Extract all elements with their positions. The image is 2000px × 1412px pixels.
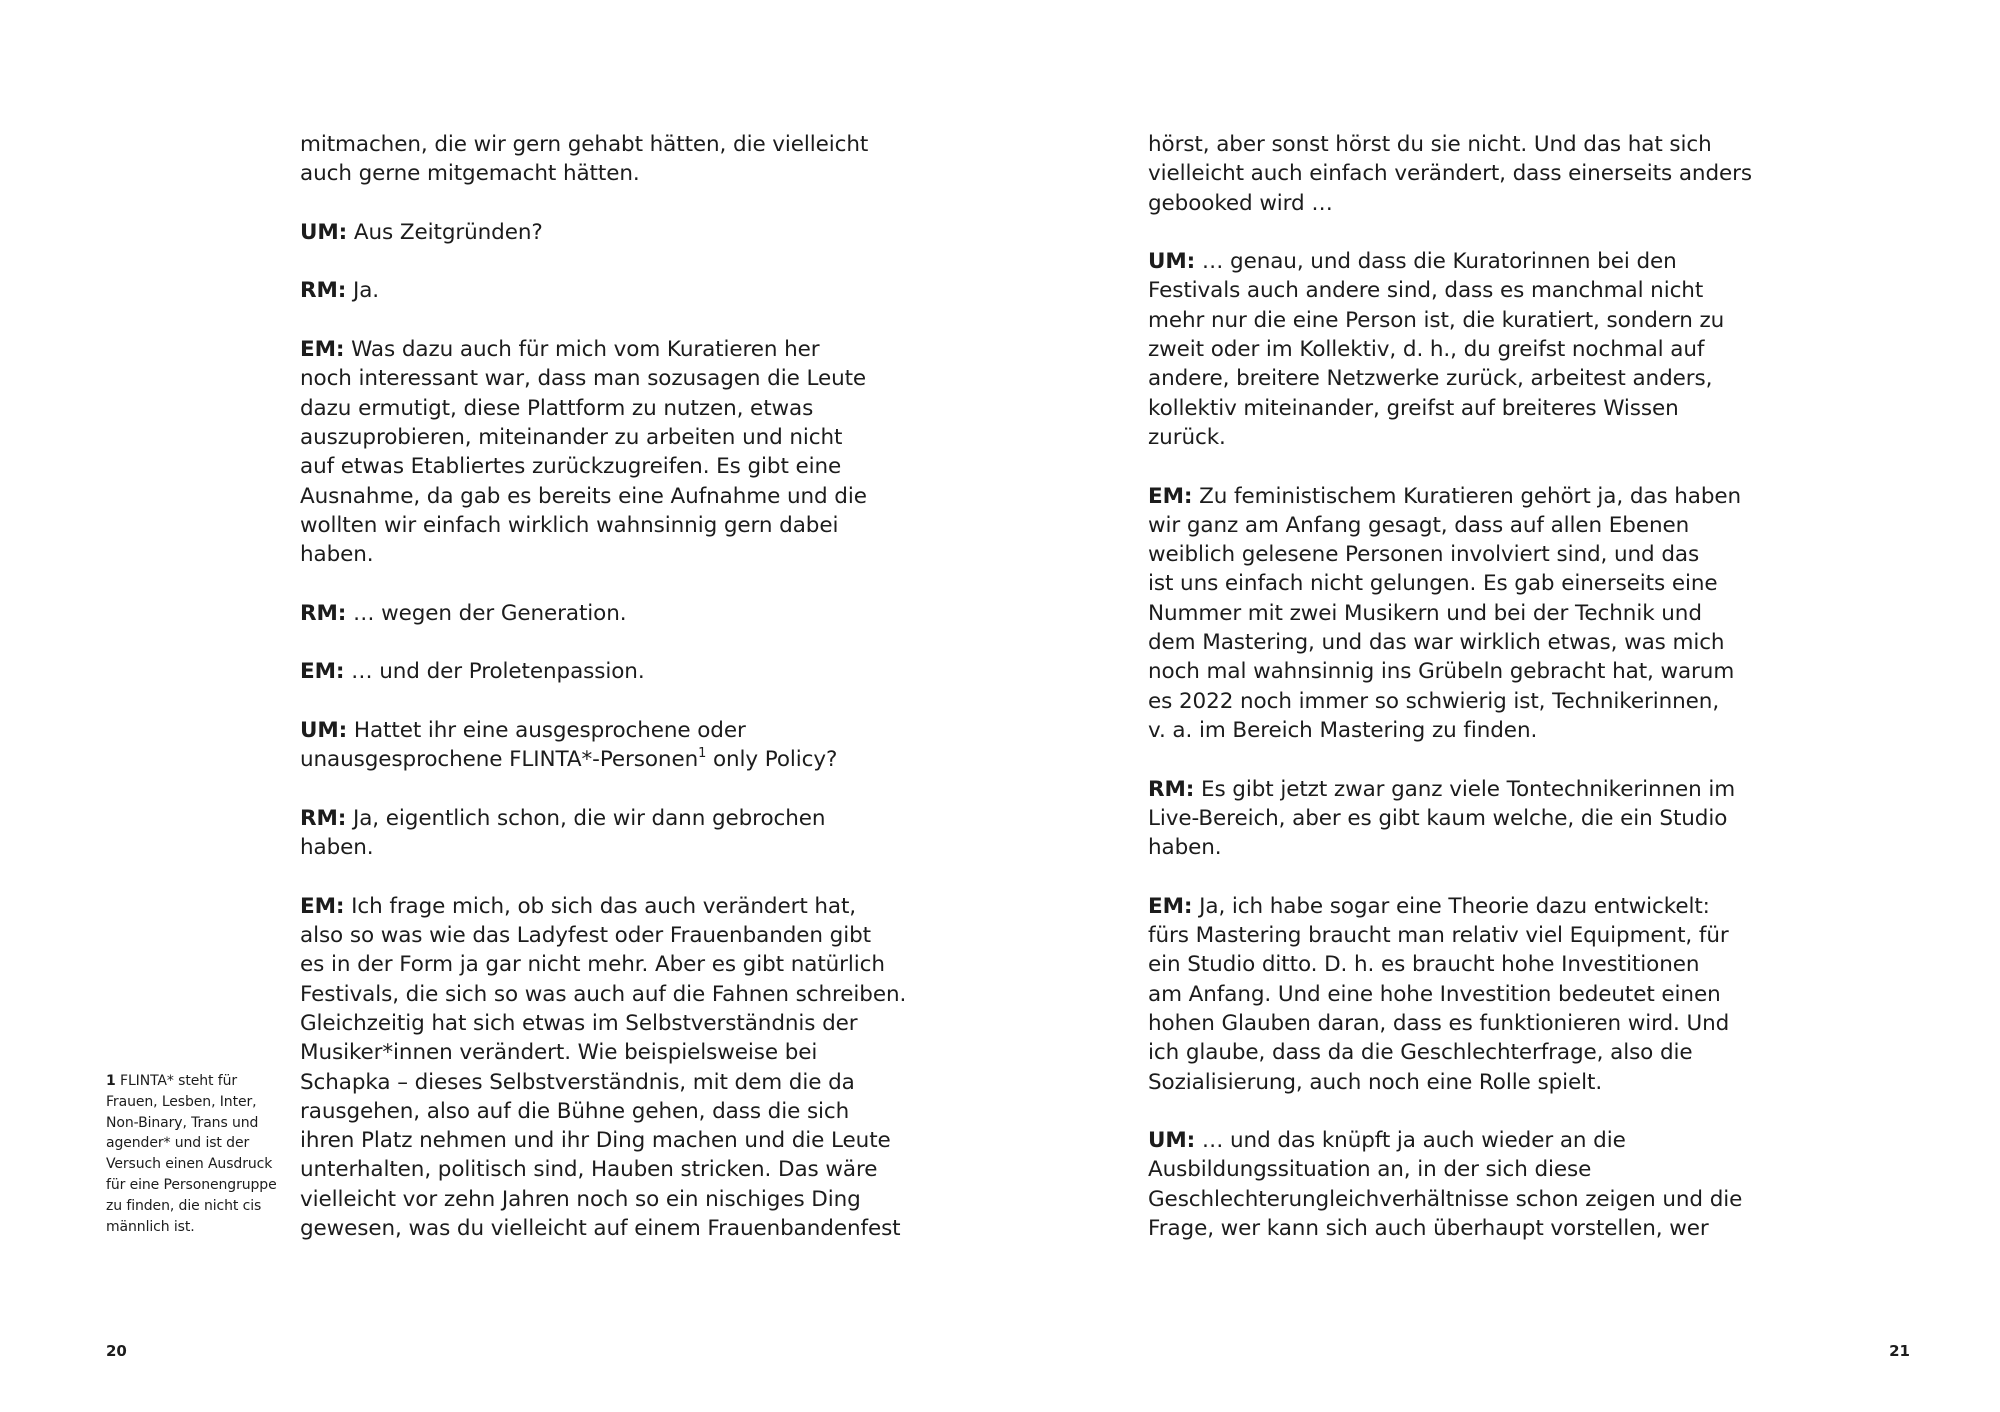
speech-text: Ja, eigentlich schon, die wir dann gebrochen	[346, 805, 826, 831]
text-line: Ausbildungssituation an, in der sich diese	[1148, 1157, 1592, 1183]
text-line: zweit oder im Kollektiv, d. h., du greifst nochmal auf	[1148, 337, 1705, 363]
text-line: kollektiv miteinander, greifst auf breiteres Wissen	[1148, 395, 1679, 421]
text-line: Frage, wer kann sich auch überhaupt vorstellen, wer	[1148, 1215, 1709, 1241]
text-line: Musiker*innen verändert. Wie beispielsweise bei	[300, 1040, 818, 1066]
paragraph	[300, 599, 880, 628]
text-line: zurück.	[1148, 424, 1226, 450]
paragraph	[1148, 775, 1738, 863]
text-line	[300, 892, 880, 921]
text-line: haben.	[300, 835, 374, 861]
text-line	[1148, 482, 1742, 511]
footnote-line	[106, 1071, 286, 1092]
paragraph	[300, 218, 880, 247]
text-line: hohen Glauben daran, dass es funktionieren wird. Und	[1148, 1010, 1730, 1036]
text-line	[300, 335, 880, 364]
speech-text: Ich frage mich, ob sich das auch verändert hat,	[344, 893, 857, 919]
text-line: andere, breitere Netzwerke zurück, arbeitest anders,	[1148, 366, 1713, 392]
text-line	[1148, 247, 1738, 276]
speech-text: only Policy?	[706, 747, 838, 773]
footnote	[106, 1071, 286, 1237]
text-line	[300, 804, 880, 833]
speech-text: unausgesprochene FLINTA*-Personen	[300, 747, 699, 773]
text-line: v. a. im Bereich Mastering zu finden.	[1148, 717, 1538, 743]
text-line	[300, 657, 880, 686]
text-line: noch mal wahnsinnig ins Grübeln gebracht hat, warum	[1148, 659, 1735, 685]
right-page-text	[1148, 130, 1752, 1273]
text-line: Festivals, die sich so was auch auf die Fahnen schreiben.	[300, 981, 907, 1007]
speaker-label: UM:	[300, 717, 348, 743]
text-line: mitmachen, die wir gern gehabt hätten, die vielleicht	[300, 132, 869, 157]
text-line: Nummer mit zwei Musikern und bei der Technik und	[1148, 600, 1702, 626]
paragraph	[1148, 1126, 1743, 1243]
text-line	[300, 745, 880, 774]
paragraph	[300, 276, 880, 305]
text-line	[1148, 892, 1738, 921]
text-line: auch gerne mitgemacht hätten.	[300, 161, 640, 187]
text-line: wollten wir einfach wirklich wahnsinnig gern dabei	[300, 512, 839, 538]
text-line: Ausnahme, da gab es bereits eine Aufnahme und die	[300, 483, 867, 509]
speaker-label: EM:	[300, 893, 345, 919]
speech-text: Hattet ihr eine ausgesprochene oder	[347, 717, 746, 743]
text-line	[1148, 775, 1738, 804]
text-line: gewesen, was du vielleicht auf einem Frauenbandenfest	[300, 1215, 901, 1241]
speaker-label: UM:	[1148, 1128, 1196, 1154]
speaker-label: RM:	[300, 805, 347, 831]
speaker-label: EM:	[1148, 893, 1193, 919]
page-number-left: 20	[106, 1342, 127, 1360]
speech-text: Was dazu auch für mich vom Kuratieren her	[344, 337, 820, 363]
text-line: ein Studio ditto. D. h. es braucht hohe Investitionen	[1148, 952, 1700, 978]
speech-text: … und das knüpft ja auch wieder an die	[1195, 1128, 1626, 1154]
paragraph	[300, 657, 880, 686]
paragraph	[1148, 247, 1738, 452]
speaker-label: EM:	[300, 337, 345, 363]
text-line: Gleichzeitig hat sich etwas im Selbstverständnis der	[300, 1010, 858, 1036]
text-line: auf etwas Etabliertes zurückzugreifen. Es gibt eine	[300, 454, 842, 480]
text-line: ich glaube, dass da die Geschlechterfrage, also die	[1148, 1040, 1693, 1066]
paragraph	[1148, 130, 1752, 218]
text-line: Geschlechterungleichverhältnisse schon zeigen und die	[1148, 1186, 1743, 1212]
text-line: vielleicht vor zehn Jahren noch so ein nischiges Ding	[300, 1186, 861, 1212]
speech-text: Ja.	[346, 278, 380, 304]
text-line: Festivals auch andere sind, dass es manchmal nicht	[1148, 278, 1704, 304]
text-line: dem Mastering, und das war wirklich etwas, was mich	[1148, 630, 1725, 656]
speaker-label: RM:	[300, 278, 347, 304]
speech-text: Es gibt jetzt zwar ganz viele Tontechnikerinnen im	[1194, 776, 1736, 802]
text-line: wir ganz am Anfang gesagt, dass auf allen Ebenen	[1148, 512, 1690, 538]
footnote-line: Frauen, Lesben, Inter,	[106, 1093, 257, 1110]
speaker-label: UM:	[1148, 249, 1196, 275]
footnote-line: agender* und ist der	[106, 1135, 250, 1152]
text-line: mehr nur die eine Person ist, die kuratiert, sondern zu	[1148, 307, 1725, 333]
footnote-reference: 1	[698, 745, 707, 761]
speech-text: Ja, ich habe sogar eine Theorie dazu entwickelt:	[1192, 893, 1710, 919]
text-line: dazu ermutigt, diese Plattform zu nutzen, etwas	[300, 395, 814, 421]
text-line	[1148, 1126, 1738, 1155]
text-line: fürs Mastering braucht man relativ viel Equipment, für	[1148, 923, 1729, 949]
text-line: rausgehen, also auf die Bühne gehen, dass die sich	[300, 1098, 850, 1124]
text-line: haben.	[300, 542, 374, 568]
paragraph	[300, 804, 880, 863]
speech-text: … und der Proletenpassion.	[344, 659, 645, 685]
text-line: noch interessant war, dass man sozusagen die Leute	[300, 366, 867, 392]
speech-text: … genau, und dass die Kuratorinnen bei den	[1195, 249, 1677, 275]
footnote-number: 1	[106, 1073, 116, 1089]
left-page-text	[300, 130, 907, 1273]
speech-text: Aus Zeitgründen?	[347, 219, 543, 245]
speaker-label: RM:	[1148, 776, 1195, 802]
text-line: ist uns einfach nicht gelungen. Es gab einerseits eine	[1148, 571, 1718, 597]
paragraph	[1148, 482, 1742, 746]
paragraph	[1148, 892, 1738, 1097]
speaker-label: EM:	[1148, 483, 1193, 509]
speaker-label: UM:	[300, 219, 348, 245]
text-line: es 2022 noch immer so schwierig ist, Technikerinnen,	[1148, 688, 1720, 714]
text-line: Sozialisierung, auch noch eine Rolle spielt.	[1148, 1069, 1603, 1095]
speech-text: … wegen der Generation.	[346, 600, 627, 626]
paragraph	[300, 335, 880, 569]
footnote-line: männlich ist.	[106, 1218, 195, 1235]
footnote-line: zu finden, die nicht cis	[106, 1197, 262, 1214]
text-line: unterhalten, politisch sind, Hauben stricken. Das wäre	[300, 1157, 878, 1183]
footnote-line: für eine Personengruppe	[106, 1176, 277, 1193]
text-line: am Anfang. Und eine hohe Investition bedeutet einen	[1148, 981, 1721, 1007]
text-line: gebooked wird …	[1148, 190, 1333, 216]
speech-text: Zu feministischem Kuratieren gehört ja, das haben	[1192, 483, 1742, 509]
page-number-right: 21	[1889, 1342, 1910, 1360]
paragraph	[300, 892, 907, 1244]
footnote-line: Versuch einen Ausdruck	[106, 1156, 273, 1173]
paragraph	[300, 130, 880, 189]
footnote-text: FLINTA* steht für	[120, 1073, 238, 1089]
speaker-label: EM:	[300, 659, 345, 685]
paragraph	[300, 716, 880, 775]
speaker-label: RM:	[300, 600, 347, 626]
text-line: also so was wie das Ladyfest oder Frauenbanden gibt	[300, 923, 871, 949]
text-line	[300, 276, 880, 305]
text-line: haben.	[1148, 835, 1222, 861]
text-line	[300, 716, 880, 745]
text-line	[300, 218, 880, 247]
text-line: ihren Platz nehmen und ihr Ding machen und die Leute	[300, 1128, 891, 1154]
text-line: hörst, aber sonst hörst du sie nicht. Und das hat sich	[1148, 132, 1712, 157]
text-line: Live-Bereich, aber es gibt kaum welche, die ein Studio	[1148, 805, 1728, 831]
footnote-line: Non-Binary, Trans und	[106, 1114, 259, 1131]
text-line: es in der Form ja gar nicht mehr. Aber es gibt natürlich	[300, 952, 885, 978]
text-line: auszuprobieren, miteinander zu arbeiten und nicht	[300, 424, 843, 450]
text-line: weiblich gelesene Personen involviert sind, und das	[1148, 542, 1700, 568]
text-line: vielleicht auch einfach verändert, dass einerseits anders	[1148, 161, 1752, 187]
text-line: Schapka – dieses Selbstverständnis, mit dem die da	[300, 1069, 855, 1095]
text-line	[300, 599, 880, 628]
